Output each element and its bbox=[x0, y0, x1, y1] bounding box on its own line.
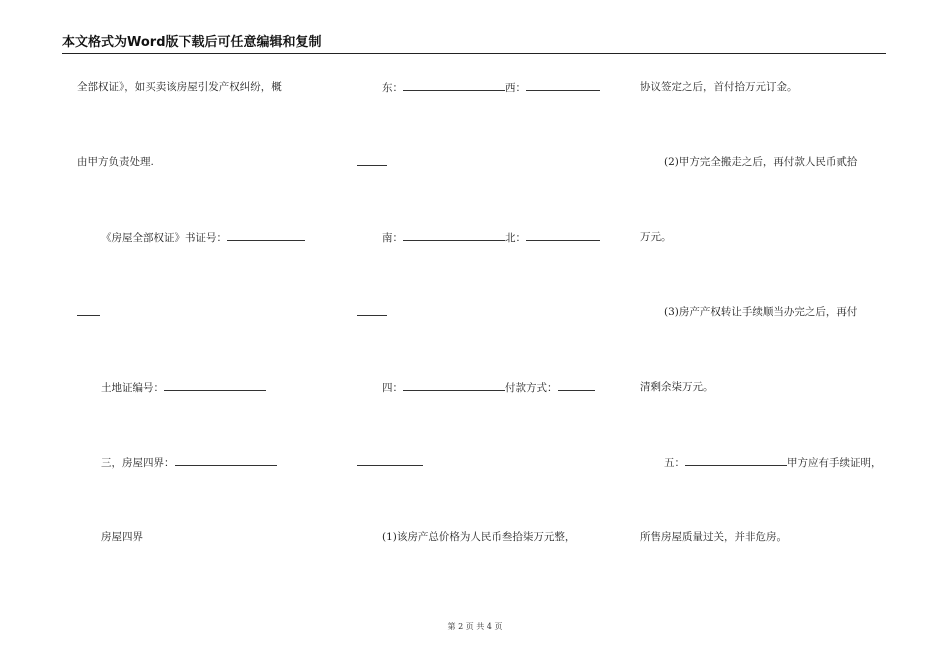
four-label: 四： bbox=[382, 382, 403, 394]
col1-blank-continuation bbox=[77, 315, 100, 316]
west-blank bbox=[526, 80, 600, 91]
five-label: 五： bbox=[664, 457, 685, 469]
five-tail: 甲方应有手续证明， bbox=[787, 457, 882, 469]
col1-certificate-line bbox=[101, 230, 305, 245]
four-blank bbox=[403, 380, 505, 391]
col2-four-payment-line bbox=[382, 380, 595, 395]
east-blank bbox=[403, 80, 505, 91]
col2-blank-continuation-2 bbox=[357, 315, 387, 316]
col3-line7: 所售房屋质量过关，并非危房。 bbox=[640, 531, 787, 543]
col1-line7: 房屋四界 bbox=[101, 531, 143, 543]
col2-south-north-line bbox=[382, 230, 600, 245]
east-label: 东： bbox=[382, 82, 403, 94]
header-title: 本文格式为Word版下载后可任意编辑和复制 bbox=[62, 35, 322, 50]
payment-method-label: 付款方式： bbox=[505, 382, 558, 394]
col3-line3: 万元。 bbox=[640, 231, 672, 243]
land-certificate-label: 土地证编号： bbox=[101, 382, 164, 394]
north-blank bbox=[526, 230, 600, 241]
five-blank bbox=[685, 455, 787, 466]
col1-boundary-line bbox=[101, 455, 277, 470]
col2-total-price-line: (1)该房产总价格为人民币叁拾柒万元整， bbox=[382, 531, 576, 543]
col3-line1: 协议签定之后，首付拾万元订金。 bbox=[640, 81, 798, 93]
col3-line2: (2)甲方完全搬走之后，再付款人民币贰拾 bbox=[664, 156, 858, 168]
col1-land-certificate-line bbox=[101, 380, 266, 395]
col2-blank-continuation-3 bbox=[357, 465, 423, 466]
certificate-blank bbox=[227, 230, 305, 241]
boundary-blank bbox=[175, 455, 277, 466]
col1-line2: 由甲方负责处理. bbox=[77, 156, 154, 168]
payment-method-blank bbox=[558, 380, 595, 391]
page-number: 第 2 页 共 4 页 bbox=[447, 622, 503, 631]
boundary-label: 三，房屋四界： bbox=[101, 457, 175, 469]
land-certificate-blank bbox=[164, 380, 266, 391]
south-label: 南： bbox=[382, 232, 403, 244]
col3-five-line bbox=[664, 455, 882, 470]
col2-blank-continuation-1 bbox=[357, 165, 387, 166]
col1-line1: 全部权证》，如买卖该房屋引发产权纠纷，概 bbox=[77, 81, 282, 93]
certificate-label: 《房屋全部权证》书证号： bbox=[101, 232, 227, 244]
south-blank bbox=[403, 230, 505, 241]
col3-line5: 清剩余柒万元。 bbox=[640, 381, 714, 393]
col2-east-west-line bbox=[382, 80, 600, 95]
col3-line4: (3)房产产权转让手续顺当办完之后，再付 bbox=[664, 306, 858, 318]
north-label: 北： bbox=[505, 232, 526, 244]
page-header bbox=[62, 35, 886, 54]
west-label: 西： bbox=[505, 82, 526, 94]
